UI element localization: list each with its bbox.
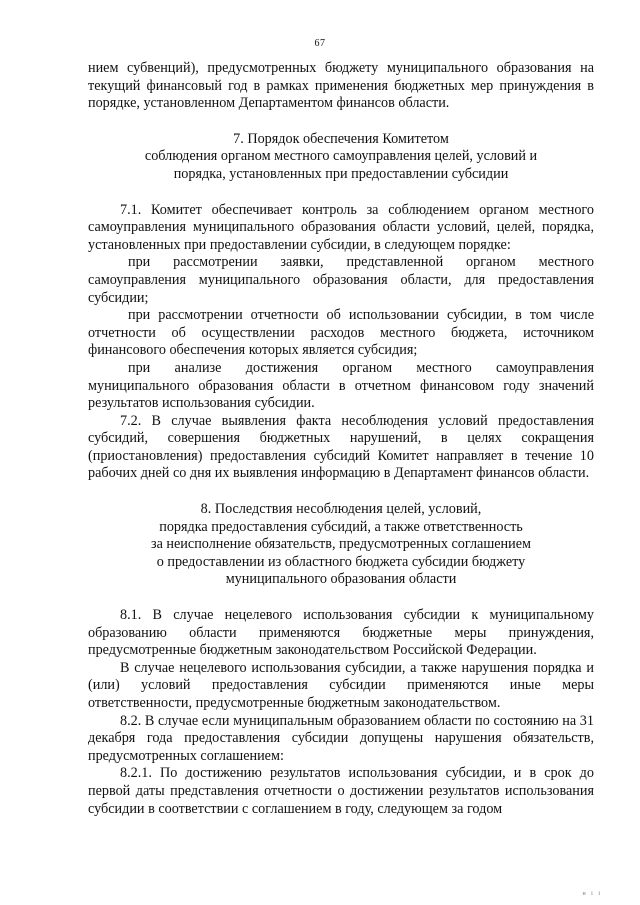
paragraph-8-1: 8.1. В случае нецелевого использования субсидии к муниципальному образованию области применяются бюджетные меры принуждения, предусмотренные бюджетным законодательством Российской Федерации. [88, 607, 594, 659]
paragraph-7-2: 7.2. В случае выявления факта несоблюдения условий предоставления субсидий, совершения бюджетных нарушений, в целях сокращения (приостановления) предоставления субсидий Комитет направляет в течение 10 рабочих дней со дня их выявления информацию в Департамент финансов области. [88, 412, 594, 482]
intro-paragraph: нием субвенций), предусмотренных бюджету муниципального образования на текущий финансовый год в рамках применения бюджетных мер принуждения в порядке, установленном Департаментом финансов области. [88, 60, 594, 112]
section-7-heading-line: порядка, установленных при предоставлении субсидии [173, 165, 509, 182]
list-item: при анализе достижения органом местного самоуправления муниципального образования области в отчетном финансовом году значений результатов использования субсидии. [88, 359, 594, 412]
section-8-heading-line: о предоставлении из областного бюджета субсидии бюджету [156, 553, 526, 570]
section-8-heading [88, 501, 594, 589]
section-7-heading [88, 131, 594, 184]
section-7-heading-line: соблюдения органом местного самоуправления целей, условий и [144, 148, 538, 165]
section-7-heading-line: 7. Порядок обеспечения Комитетом [233, 130, 449, 147]
paragraph-8-2-1: 8.2.1. По достижению результатов использования субсидии, и в срок до первой даты представления отчетности о достижении результатов использования субсидии в соответствии с соглашением в году, следующем за годом [88, 765, 594, 817]
paragraph-8-2: 8.2. В случае если муниципальным образованием области по состоянию на 31 декабря года предоставления субсидии допущены нарушения обязательств, предусмотренных соглашением: [88, 712, 594, 764]
list-item: при рассмотрении отчетности об использовании субсидии, в том числе отчетности об осуществлении расходов местного бюджета, источником финансового обеспечения которых является субсидия; [88, 307, 594, 359]
section-8-heading-line: муниципального образования области [225, 571, 457, 588]
paragraph-7-1: 7.1. Комитет обеспечивает контроль за соблюдением органом местного самоуправления муниципального образования области условий, целей, порядка, установленных при предоставлении субсидии, в следующем порядке: [88, 201, 594, 253]
list-item: при рассмотрении заявки, представленной органом местного самоуправления муниципального образования области, для предоставления субсидии; [88, 254, 594, 306]
paragraph-8-1-cont: В случае нецелевого использования субсидии, а также нарушения порядка и (или) условий предоставления субсидии применяются иные меры ответственности, предусмотренные бюджетным законодательством. [88, 659, 594, 711]
section-8-heading-line: порядка предоставления субсидий, а также ответственность [159, 518, 523, 535]
document-body [88, 60, 594, 818]
section-8-heading-line: за неисполнение обязательств, предусмотренных соглашением [150, 536, 532, 553]
footer-mark: н і і [582, 891, 602, 897]
section-8-heading-line: 8. Последствия несоблюдения целей, условий, [200, 501, 482, 518]
page-number: 67 [314, 38, 326, 49]
